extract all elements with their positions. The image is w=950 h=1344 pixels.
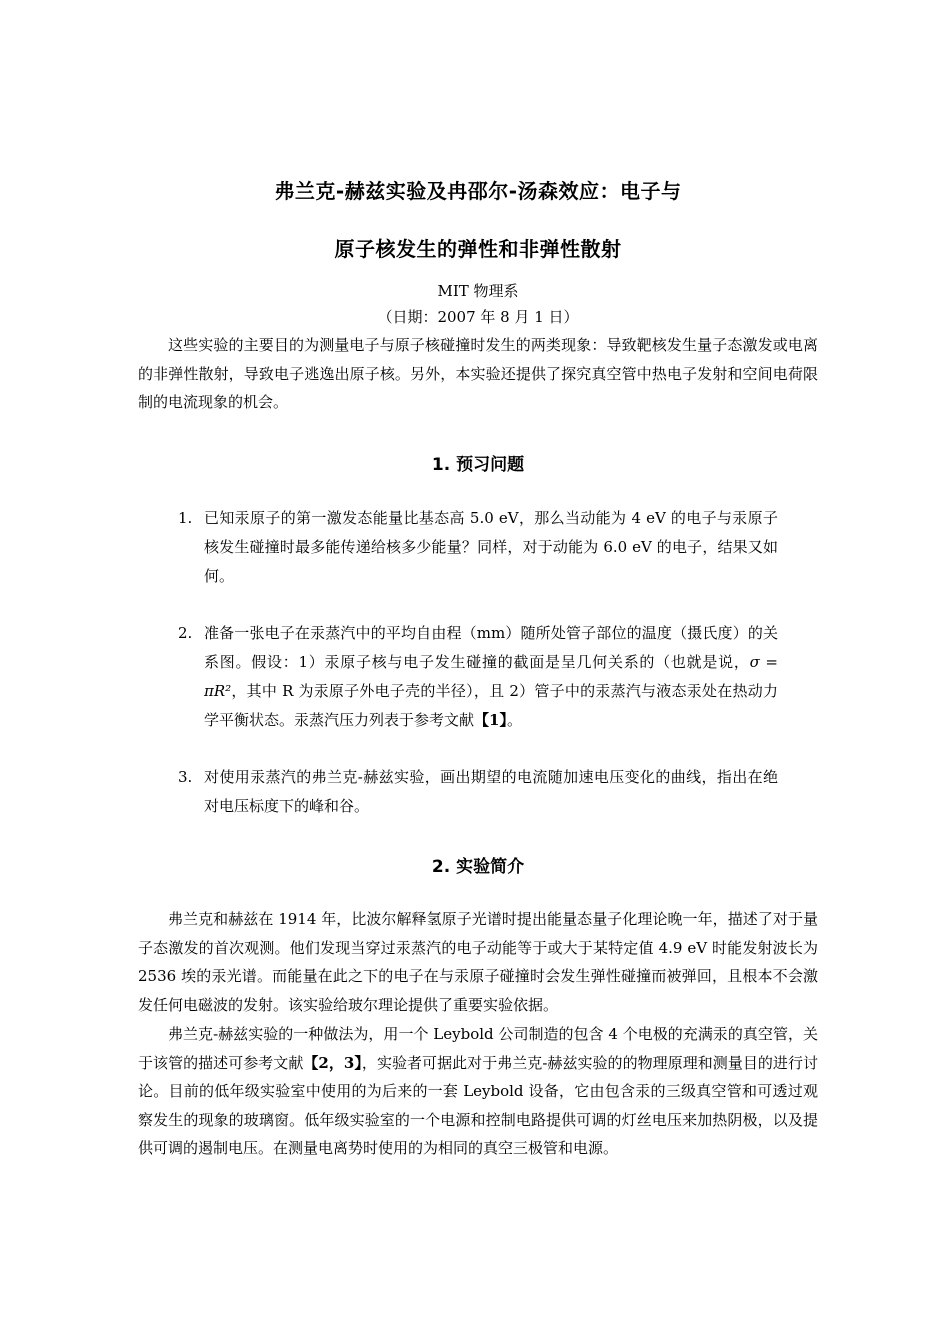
- formula: σ = πR²: [204, 653, 778, 700]
- question-text: 对使用汞蒸汽的弗兰克-赫兹实验，画出期望的电流随加速电压变化的曲线，指出在绝对电压标度下的峰和谷。: [204, 768, 778, 815]
- question-text-part: 。: [506, 711, 522, 729]
- question-text-part: ，其中 R 为汞原子外电子壳的半径），且 2）管子中的汞蒸汽与液态汞处在热动力学平衡状态。汞蒸汽压力列表于参考文献: [204, 682, 778, 729]
- title-line-2: 原子核发生的弹性和非弹性散射: [334, 237, 622, 261]
- question-3: [178, 763, 778, 821]
- section-2-paragraph-2: [138, 1020, 818, 1163]
- question-number: 1.: [178, 509, 193, 527]
- question-text: 已知汞原子的第一激发态能量比基态高 5.0 eV，那么当动能为 4 eV 的电子与汞原子核发生碰撞时最多能传递给核多少能量？同样，对于动能为 6.0 eV 的电子，结果又如何。: [204, 509, 778, 585]
- question-2: [178, 619, 778, 735]
- question-text: [204, 619, 778, 735]
- paragraph-text: 弗兰克-赫兹实验的一种做法为，用一个 Leybold 公司制造的包含 4 个电极的充满汞的真空管，关于该管的描述可参考文献: [138, 1025, 818, 1072]
- question-number: 2.: [178, 624, 193, 642]
- section-1-heading: 1. 预习问题: [431, 455, 525, 475]
- paragraph-text: ，实验者可据此对于弗兰克-赫兹实验的的物理原理和测量目的进行讨论。目前的低年级实验室中使用的为后来的一套 Leybold 设备，它由包含汞的三级真空管和可透过观察发生的现象的玻璃窗。低年级实验室的一个电源和控制电路提供可调的灯丝电压来加热阴极，以及提供可调的遏制电压。在测量电离势时使用的为相同的真空三极管和电源。: [138, 1053, 818, 1157]
- question-1: [178, 504, 778, 591]
- title-line-1: 弗兰克-赫兹实验及冉邵尔-汤森效应：电子与: [274, 179, 682, 203]
- question-number: 3.: [178, 768, 193, 786]
- reference-citation: 【2，3】: [303, 1053, 362, 1072]
- intro-paragraph: 这些实验的主要目的为测量电子与原子核碰撞时发生的两类现象：导致靶核发生量子态激发或电离的非弹性散射，导致电子逃逸出原子核。另外，本实验还提供了探究真空管中热电子发射和空间电荷限制的电流现象的机会。: [138, 336, 818, 411]
- date: （日期：2007 年 8 月 1 日）: [377, 308, 579, 326]
- question-text-part: 准备一张电子在汞蒸汽中的平均自由程（mm）随所处管子部位的温度（摄氏度）的关系图。假设：1）汞原子核与电子发生碰撞的截面是呈几何关系的（也就是说，: [204, 624, 778, 671]
- section-2-paragraph-1: 弗兰克和赫兹在 1914 年，比波尔解释氢原子光谱时提出能量态量子化理论晚一年，描述了对于量子态激发的首次观测。他们发现当穿过汞蒸汽的电子动能等于或大于某特定值 4.9 eV 时能发射波长为 2536 埃的汞光谱。而能量在此之下的电子在与汞原子碰撞时会发生弹性碰撞而被弹回，且根本不会激发任何电磁波的发射。该实验给玻尔理论提供了重要实验依据。: [138, 910, 818, 1014]
- section-2-heading: 2. 实验简介: [431, 857, 525, 877]
- author: MIT 物理系: [437, 282, 519, 300]
- reference-citation: 【1】: [474, 711, 507, 729]
